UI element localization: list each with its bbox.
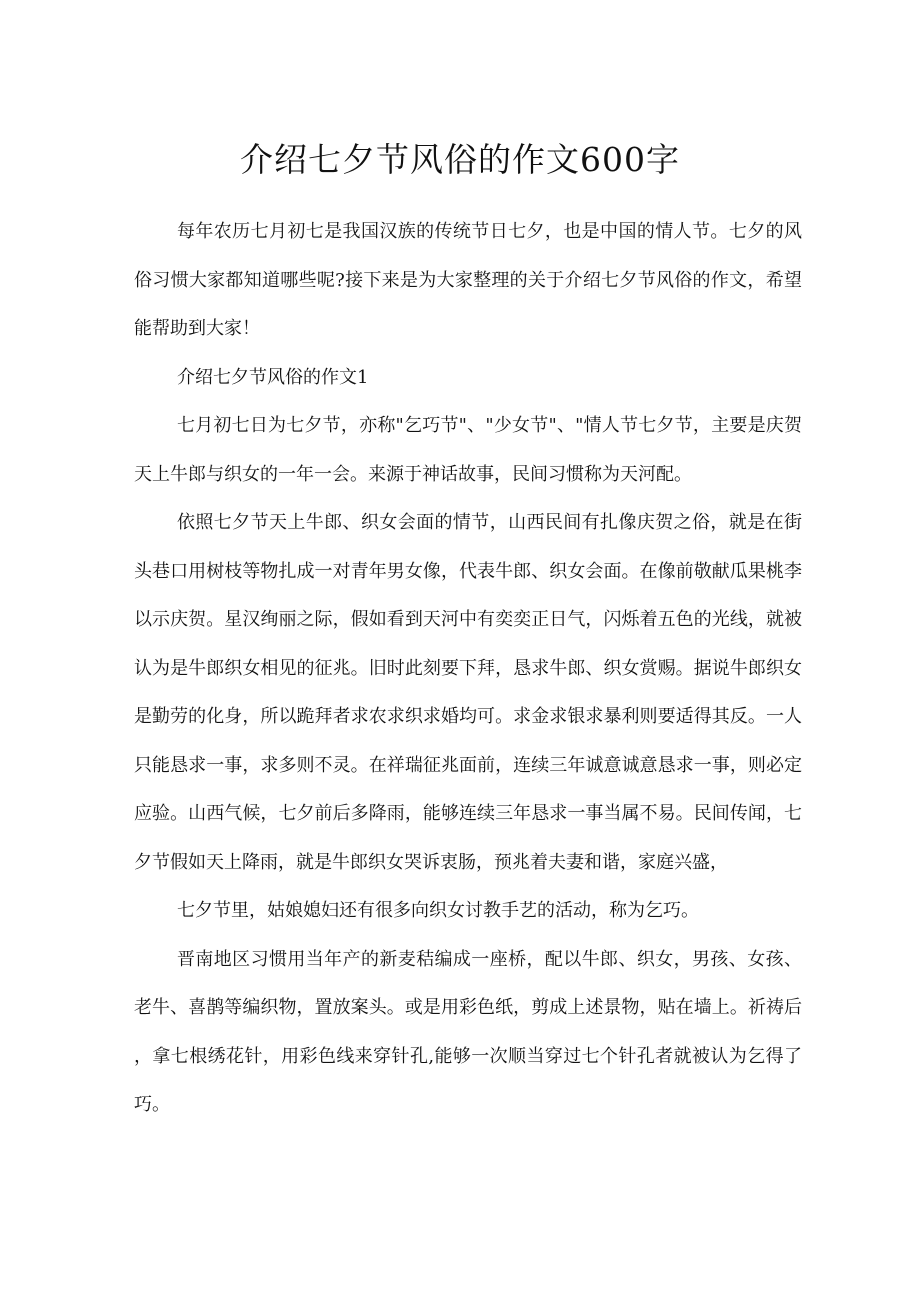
body-paragraph: 七月初七日为七夕节，亦称"乞巧节"、"少女节"、"情人节七夕节，主要是庆贺天上牛郎与织女的一年一会。来源于神话故事，民间习惯称为天河配。	[134, 415, 802, 485]
body-paragraph: 依照七夕节天上牛郎、织女会面的情节，山西民间有扎像庆贺之俗，就是在街头巷口用树枝等物扎成一对青年男女像，代表牛郎、织女会面。在像前敬献瓜果桃李以示庆贺。星汉绚丽之际，假如看到天河中有奕奕正日气，闪烁着五色的光线，就被认为是牛郎织女相见的征兆。旧时此刻要下拜，恳求牛郎、织女赏赐。据说牛郎织女是勤劳的化身，所以跪拜者求农求织求婚均可。求金求银求暴利则要适得其反。一人只能恳求一事，求多则不灵。在祥瑞征兆面前，连续三年诚意诚意恳求一事，则必定应验。山西气候，七夕前后多降雨，能够连续三年恳求一事当属不易。民间传闻，七夕节假如天上降雨，就是牛郎织女哭诉衷肠，预兆着夫妻和谐，家庭兴盛，	[134, 512, 802, 873]
body-paragraph: 晋南地区习惯用当年产的新麦秸编成一座桥，配以牛郎、织女，男孩、女孩、老牛、喜鹊等编织物，置放案头。或是用彩色纸，剪成上述景物，贴在墙上。祈祷后，拿七根绣花针，用彩色线来穿针孔,能够一次顺当穿过七个针孔者就被认为乞得了巧。	[134, 948, 802, 1115]
document-title: 介绍七夕节风俗的作文600字	[240, 140, 680, 179]
document-body	[134, 208, 802, 1130]
intro-paragraph: 每年农历七月初七是我国汉族的传统节日七夕，也是中国的情人节。七夕的风俗习惯大家都知道哪些呢?接下来是为大家整理的关于介绍七夕节风俗的作文，希望能帮助到大家！	[134, 221, 802, 339]
body-paragraph: 七夕节里，姑娘媳妇还有很多向织女讨教手艺的活动，称为乞巧。	[177, 900, 699, 921]
section-heading: 介绍七夕节风俗的作文1	[177, 366, 369, 388]
